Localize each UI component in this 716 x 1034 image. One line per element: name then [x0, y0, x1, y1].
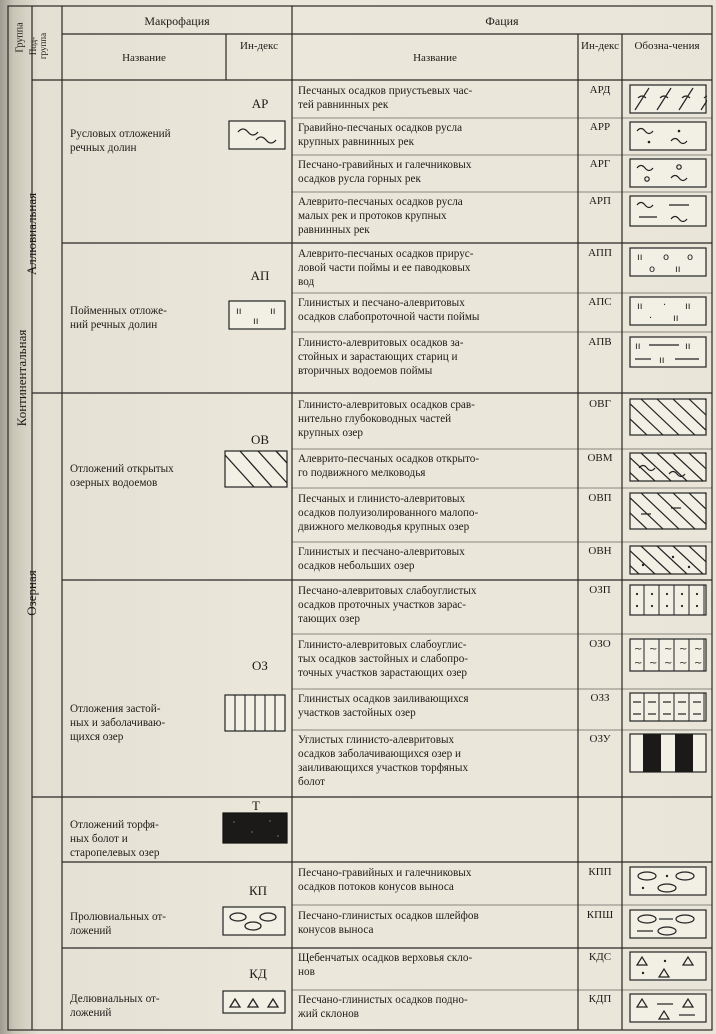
- macro-index: ОВ: [250, 432, 270, 447]
- macro-name: Отложений открытых: [70, 463, 174, 475]
- facies-name: жий склонов: [298, 1008, 359, 1020]
- macro-name: озерных водоемов: [70, 477, 158, 489]
- facies-name: болот: [298, 776, 326, 788]
- macro-name: Отложения застой-: [70, 703, 161, 715]
- group-label: Континентальная: [14, 329, 29, 427]
- svg-text:ıı: ıı: [685, 341, 691, 352]
- facies-index: ОЗЗ: [590, 692, 610, 704]
- facies-name: движного мелководья крупных озер: [298, 521, 470, 533]
- svg-text:o: o: [649, 264, 656, 275]
- macro-name: речных долин: [70, 142, 137, 154]
- facies-name: Алеврито-песчаных осадков открыто-: [298, 453, 480, 465]
- facies-index: КДС: [588, 951, 612, 963]
- facies-index: ОВМ: [587, 452, 613, 464]
- svg-text:~: ~: [634, 644, 643, 655]
- svg-text:·: ·: [663, 300, 667, 311]
- facies-name: Глинистых и песчано-алевритовых: [298, 297, 465, 309]
- macro-name: старопелевых озер: [70, 847, 160, 859]
- triangles-symbol-icon: [222, 990, 286, 1014]
- facies-name: крупных равнинных рек: [298, 136, 415, 148]
- header-macro-index: Ин-декс: [240, 40, 278, 52]
- facies-index: АПП: [588, 247, 612, 259]
- ovals-dash-symbol-icon: [629, 909, 707, 939]
- facies-name: Углистых глинисто-алевритовых: [298, 734, 455, 746]
- facies-name: тей равнинных рек: [298, 99, 389, 111]
- facies-name: го подвижного мелководья: [298, 467, 426, 479]
- facies-name: крупных озер: [298, 427, 363, 439]
- tri-dash-symbol-icon: [629, 993, 707, 1023]
- svg-text:~: ~: [649, 658, 658, 669]
- macro-name: Пролювиальных от-: [70, 911, 167, 923]
- svg-text:~: ~: [664, 644, 673, 655]
- facies-index: ОЗО: [589, 638, 611, 650]
- facies-index: АРР: [589, 121, 611, 133]
- macro-name: Русловых отложений: [70, 128, 171, 140]
- svg-text:~: ~: [679, 644, 688, 655]
- facies-name: Песчаных осадков приустьевых час-: [298, 85, 473, 97]
- facies-index: АПВ: [588, 336, 612, 348]
- ii-dashes-symbol-icon: [629, 336, 707, 368]
- facies-index: ОВН: [588, 545, 612, 557]
- facies-name: осадков русла горных рек: [298, 173, 421, 185]
- header-facies-index: Ин-декс: [581, 40, 619, 52]
- facies-name: тых осадков застойных и слабопро-: [298, 653, 469, 665]
- facies-index: ОЗУ: [589, 733, 611, 745]
- svg-text:·: ·: [649, 313, 653, 324]
- macro-index: КД: [249, 966, 267, 981]
- facies-name: Песчано-гравийных и галечниковых: [298, 159, 472, 171]
- wave-symbol-icon: [228, 120, 286, 150]
- header-subgroup: Под-группа: [28, 32, 48, 60]
- macro-index: ОЗ: [252, 658, 268, 673]
- svg-text:ıı: ıı: [236, 306, 242, 317]
- macro-name: ных болот и: [70, 833, 128, 845]
- macro-index: АП: [250, 268, 270, 283]
- wave-dots-symbol-icon: [629, 121, 707, 151]
- wave-circles-symbol-icon: [629, 158, 707, 188]
- macro-name: ложений: [70, 1007, 112, 1019]
- arrows-hatch-symbol-icon: [629, 84, 707, 114]
- svg-text:ıı: ıı: [673, 313, 679, 324]
- facies-name: Глинистых осадков заиливающихся: [298, 693, 469, 705]
- svg-text:~: ~: [649, 644, 658, 655]
- facies-name: малых рек и протоков крупных: [298, 210, 447, 222]
- facies-name: вторичных водоемов поймы: [298, 365, 433, 377]
- svg-text:ıı: ıı: [675, 264, 681, 275]
- ovals-dots-symbol-icon: [629, 866, 707, 896]
- vert-dash-symbol-icon: [629, 692, 707, 722]
- header-macrofacies: Макрофация: [144, 14, 210, 28]
- vert-tilde-symbol-icon: [629, 638, 707, 672]
- ii-dots-symbol-icon: [629, 296, 707, 326]
- facies-name: Щебенчатых осадков верховья скло-: [298, 952, 473, 964]
- facies-name: нительно глубоководных частей: [298, 413, 452, 425]
- facies-name: Песчано-глинистых осадков шлейфов: [298, 910, 479, 922]
- facies-index: КПШ: [586, 909, 614, 921]
- facies-name: осадков слабопроточной части поймы: [298, 311, 480, 323]
- facies-name: осадков полуизолированного малопо-: [298, 507, 479, 519]
- svg-text:ıı: ıı: [637, 301, 643, 312]
- svg-text:~: ~: [664, 658, 673, 669]
- facies-name: участков застойных озер: [298, 707, 416, 719]
- diag-dash-symbol-icon: [629, 492, 707, 530]
- svg-text:ıı: ıı: [659, 355, 665, 366]
- facies-index: ОЗП: [589, 584, 611, 596]
- vertical-lines-symbol-icon: [224, 694, 286, 732]
- macro-index: КП: [248, 883, 268, 898]
- svg-text:ıı: ıı: [253, 316, 259, 327]
- macro-name: Пойменных отложе-: [70, 305, 167, 317]
- facies-name: Глинисто-алевритовых осадков срав-: [298, 399, 475, 411]
- header-macro-name: Название: [122, 52, 166, 64]
- header-symbol: Обозна-чения: [634, 40, 700, 52]
- facies-name: Алеврито-песчаных осадков прирус-: [298, 248, 474, 260]
- facies-name: Алеврито-песчаных осадков русла: [298, 196, 463, 208]
- svg-text:ıı: ıı: [635, 341, 641, 352]
- diagonal-hatch-symbol-icon: [224, 450, 288, 488]
- facies-name: Глинистых и песчано-алевритовых: [298, 546, 465, 558]
- tri-dots-symbol-icon: [629, 951, 707, 981]
- macro-index: АР: [251, 96, 269, 111]
- facies-name: заиливающихся участков торфяных: [298, 762, 469, 774]
- facies-name: осадков потоков конусов выноса: [298, 881, 454, 893]
- facies-name: ловой части поймы и ее паводковых: [298, 262, 471, 274]
- peat-black-symbol-icon: [222, 812, 288, 844]
- macro-name: ний речных долин: [70, 319, 158, 331]
- macro-index: Т: [252, 798, 260, 813]
- facies-index: АРП: [588, 195, 611, 207]
- svg-text:ıı: ıı: [270, 306, 276, 317]
- facies-name: Песчано-глинистых осадков подно-: [298, 994, 468, 1006]
- facies-name: Гравийно-песчаных осадков русла: [298, 122, 463, 134]
- ii-circles-symbol-icon: [629, 247, 707, 277]
- facies-index: ОВГ: [589, 398, 611, 410]
- facies-name: тающих озер: [298, 613, 360, 625]
- facies-name: Глинисто-алевритовых слабоуглис-: [298, 639, 467, 651]
- macro-name: ных и заболачиваю-: [70, 717, 166, 729]
- macro-name: Делювиальных от-: [70, 993, 160, 1005]
- facies-name: Песчано-алевритовых слабоуглистых: [298, 585, 477, 597]
- facies-index: КДП: [588, 993, 612, 1005]
- svg-text:o: o: [687, 252, 694, 263]
- macro-name: щихся озер: [70, 731, 124, 743]
- facies-name: стойных и зарастающих стариц и: [298, 351, 458, 363]
- svg-text:ıı: ıı: [685, 301, 691, 312]
- ii-symbol-icon: [228, 300, 286, 330]
- subgroup-lacustrine: Озерная: [24, 570, 39, 616]
- macro-name: Отложений торфя-: [70, 819, 159, 831]
- vert-dots-symbol-icon: [629, 584, 707, 616]
- facies-index: АПС: [588, 296, 612, 308]
- facies-name: вод: [298, 276, 315, 288]
- svg-text:~: ~: [634, 658, 643, 669]
- header-facies: Фация: [485, 14, 519, 28]
- facies-name: равнинных рек: [298, 224, 370, 236]
- svg-text:~: ~: [679, 658, 688, 669]
- facies-index: АРД: [589, 84, 611, 96]
- ovals-symbol-icon: [222, 906, 286, 936]
- facies-name: осадков проточных участков зарас-: [298, 599, 466, 611]
- diag-dense-symbol-icon: [629, 398, 707, 436]
- facies-name: точных участков зарастающих озер: [298, 667, 467, 679]
- facies-name: осадков небольших озер: [298, 560, 415, 572]
- facies-index: ОВП: [588, 492, 612, 504]
- svg-text:~: ~: [694, 658, 703, 669]
- svg-text:o: o: [663, 252, 670, 263]
- facies-index: КПП: [588, 866, 612, 878]
- wave-dashes-symbol-icon: [629, 195, 707, 227]
- macro-name: ложений: [70, 925, 112, 937]
- facies-name: осадков заболачивающихся озер и: [298, 748, 462, 760]
- facies-name: нов: [298, 966, 315, 978]
- diag-dots-symbol-icon: [629, 545, 707, 575]
- facies-name: Песчано-гравийных и галечниковых: [298, 867, 472, 879]
- svg-text:~: ~: [694, 644, 703, 655]
- facies-name: Песчаных и глинисто-алевритовых: [298, 493, 466, 505]
- diag-wave-symbol-icon: [629, 452, 707, 482]
- facies-name: Глинисто-алевритовых осадков за-: [298, 337, 464, 349]
- facies-name: конусов выноса: [298, 924, 374, 936]
- facies-index: АРГ: [589, 158, 611, 170]
- header-facies-name: Название: [413, 52, 457, 64]
- black-bars-symbol-icon: [629, 733, 707, 773]
- header-group: Группа: [14, 22, 26, 53]
- svg-text:ıı: ıı: [637, 252, 643, 263]
- subgroup-alluvial: Аллювиальная: [24, 192, 39, 276]
